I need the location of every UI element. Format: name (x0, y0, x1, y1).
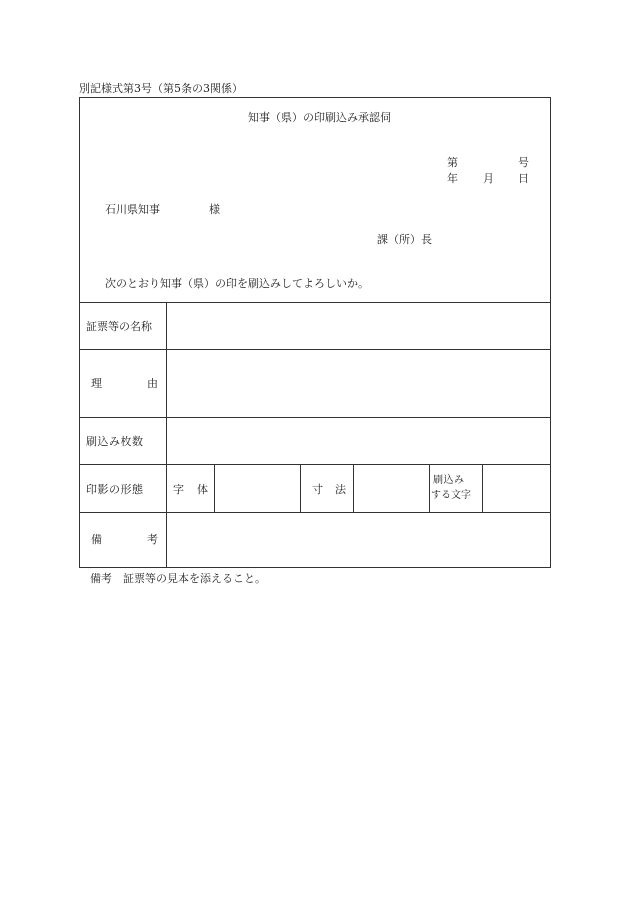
label-reason-1: 理 (91, 377, 102, 390)
row-divider (80, 417, 550, 418)
addressee-name: 石川県知事 (105, 203, 160, 216)
date-year: 年 (447, 172, 458, 185)
label-font-2: 体 (197, 483, 208, 496)
approval-form (79, 97, 551, 568)
row-divider (80, 302, 550, 303)
cell-divider (300, 464, 301, 512)
form-reference: 別記様式第3号（第5条の3関係） (79, 82, 243, 95)
label-print-text-1: 刷込み (433, 475, 465, 486)
cell-divider (482, 464, 483, 512)
label-remarks-1: 備 (91, 533, 102, 546)
date-month: 月 (483, 172, 494, 185)
doc-number-go: 号 (518, 156, 529, 169)
label-column-divider (166, 302, 167, 568)
footnote: 備考 証票等の見本を添えること。 (90, 572, 266, 585)
request-text: 次のとおり知事（県）の印を刷込みしてよろしいか。 (105, 277, 369, 290)
label-size-1: 寸 (312, 483, 323, 496)
label-remarks-2: 考 (147, 533, 158, 546)
addressee-honorific: 様 (209, 203, 220, 216)
form-title: 知事（県）の印刷込み承認伺 (248, 111, 391, 124)
label-print-count: 刷込み枚数 (86, 435, 144, 448)
doc-number-dai: 第 (447, 156, 458, 169)
row-divider (80, 512, 550, 513)
cell-divider (353, 464, 354, 512)
sender-title: 課（所）長 (377, 233, 432, 246)
label-seal-form: 印影の形態 (86, 483, 144, 496)
label-size-2: 法 (335, 483, 346, 496)
cell-divider (214, 464, 215, 512)
date-day: 日 (518, 172, 529, 185)
row-divider (80, 464, 550, 465)
label-cert-name: 証票等の名称 (86, 320, 152, 333)
label-print-text-2: する文字 (431, 490, 471, 501)
row-divider (80, 349, 550, 350)
label-font-1: 字 (173, 483, 184, 496)
cell-divider (429, 464, 430, 512)
label-reason-2: 由 (147, 377, 158, 390)
